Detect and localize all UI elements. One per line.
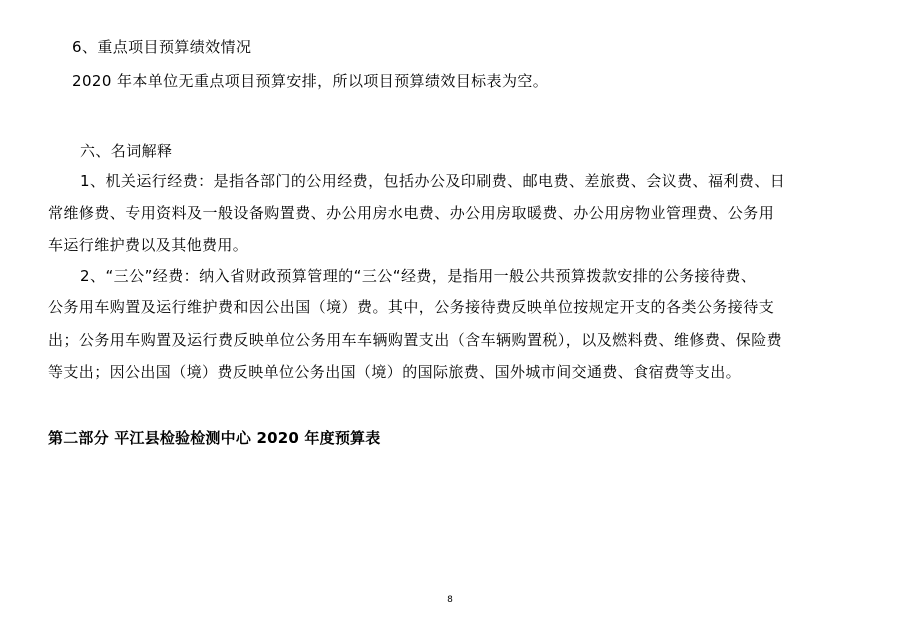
term-2-line-1: 2、“三公”经费：纳入省财政预算管理的“三公“经费，是指用一般公共预算拨款安排的公务接待费、 bbox=[80, 267, 757, 285]
section-6-body: 2020 年本单位无重点项目预算安排，所以项目预算绩效目标表为空。 bbox=[72, 72, 549, 90]
section-6-heading: 6、重点项目预算绩效情况 bbox=[72, 38, 252, 56]
term-2-line-4: 等支出；因公出国（境）费反映单位公务出国（境）的国际旅费、国外城市间交通费、食宿费等支出。 bbox=[48, 363, 742, 381]
term-2-line-2: 公务用车购置及运行维护费和因公出国（境）费。其中，公务接待费反映单位按规定开支的各类公务接待支 bbox=[48, 298, 775, 316]
term-1-line-2: 常维修费、专用资料及一般设备购置费、办公用房水电费、办公用房取暖费、办公用房物业管理费、公务用 bbox=[48, 204, 775, 222]
term-1-line-1: 1、机关运行经费：是指各部门的公用经费，包括办公及印刷费、邮电费、差旅费、会议费、福利费、日 bbox=[80, 172, 786, 190]
terms-heading: 六、名词解释 bbox=[80, 142, 173, 160]
term-2-line-3: 出；公务用车购置及运行费反映单位公务用车车辆购置支出（含车辆购置税），以及燃料费、维修费、保险费 bbox=[48, 331, 783, 349]
part-2-heading: 第二部分 平江县检验检测中心 2020 年度预算表 bbox=[48, 429, 381, 447]
term-1-line-3: 车运行维护费以及其他费用。 bbox=[48, 236, 249, 254]
page-number: 8 bbox=[447, 595, 453, 605]
